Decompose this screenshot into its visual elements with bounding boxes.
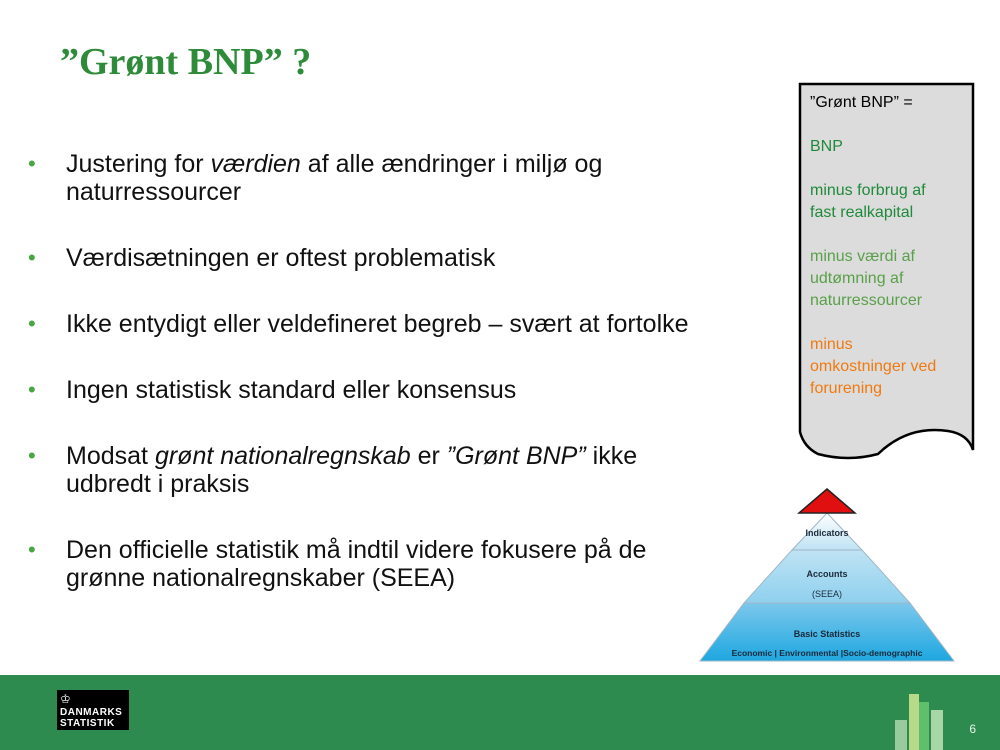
warning-triangle-icon bbox=[799, 489, 855, 513]
note-item-gdp: BNP bbox=[810, 138, 843, 155]
crown-icon: ♔ bbox=[60, 692, 71, 706]
danmarks-statistik-logo: ♔ DANMARKS STATISTIK bbox=[57, 690, 129, 730]
bullet-dot-icon: • bbox=[28, 537, 36, 562]
pyramid-middle-label: Accounts bbox=[806, 569, 848, 579]
bullet-item: • Ikke entydigt eller veldefineret begreb – svært at fortolke bbox=[28, 310, 689, 338]
note-item-pollution: minus omkostninger ved forurening bbox=[810, 336, 937, 397]
pyramid-top-label: Indicators bbox=[805, 528, 849, 538]
note-item-resources: minus værdi af udtømning af naturressourcer bbox=[810, 248, 923, 309]
bullet-item: • Modsat grønt nationalregnskab er ”Grønt BNP” ikke udbredt i praksis bbox=[28, 442, 638, 498]
bullet-item: • Værdisætningen er oftest problematisk bbox=[28, 244, 496, 272]
pyramid-bottom-label: Basic Statistics bbox=[793, 629, 861, 639]
bullet-dot-icon: • bbox=[28, 311, 36, 336]
note-text bbox=[810, 92, 965, 400]
pyramid-bottom-sub: Economic | Environmental |Socio-demographic bbox=[731, 648, 923, 658]
note-item-capital: minus forbrug af fast realkapital bbox=[810, 182, 926, 221]
bullet-item: • Ingen statistisk standard eller konsensus bbox=[28, 376, 517, 404]
footer-bar bbox=[0, 675, 1000, 750]
pyramid-middle-sub: (SEEA) bbox=[811, 589, 842, 599]
bullet-dot-icon: • bbox=[28, 377, 36, 402]
bullet-list bbox=[28, 150, 788, 592]
slide-title: ”Grønt BNP” ? bbox=[60, 41, 312, 83]
note-heading: ”Grønt BNP” = bbox=[810, 94, 913, 111]
page-number: 6 bbox=[969, 722, 976, 736]
bullet-item: • Justering for værdien af alle ændringer i miljø og naturressourcer bbox=[28, 150, 603, 206]
bullet-dot-icon: • bbox=[28, 443, 36, 468]
bullet-dot-icon: • bbox=[28, 151, 36, 176]
decorative-bars-icon bbox=[895, 690, 945, 750]
bullet-dot-icon: • bbox=[28, 245, 36, 270]
bullet-item: • Den officielle statistik må indtil videre fokusere på de grønne nationalregnskaber (SEEA) bbox=[28, 536, 647, 592]
statistics-pyramid bbox=[696, 485, 958, 677]
